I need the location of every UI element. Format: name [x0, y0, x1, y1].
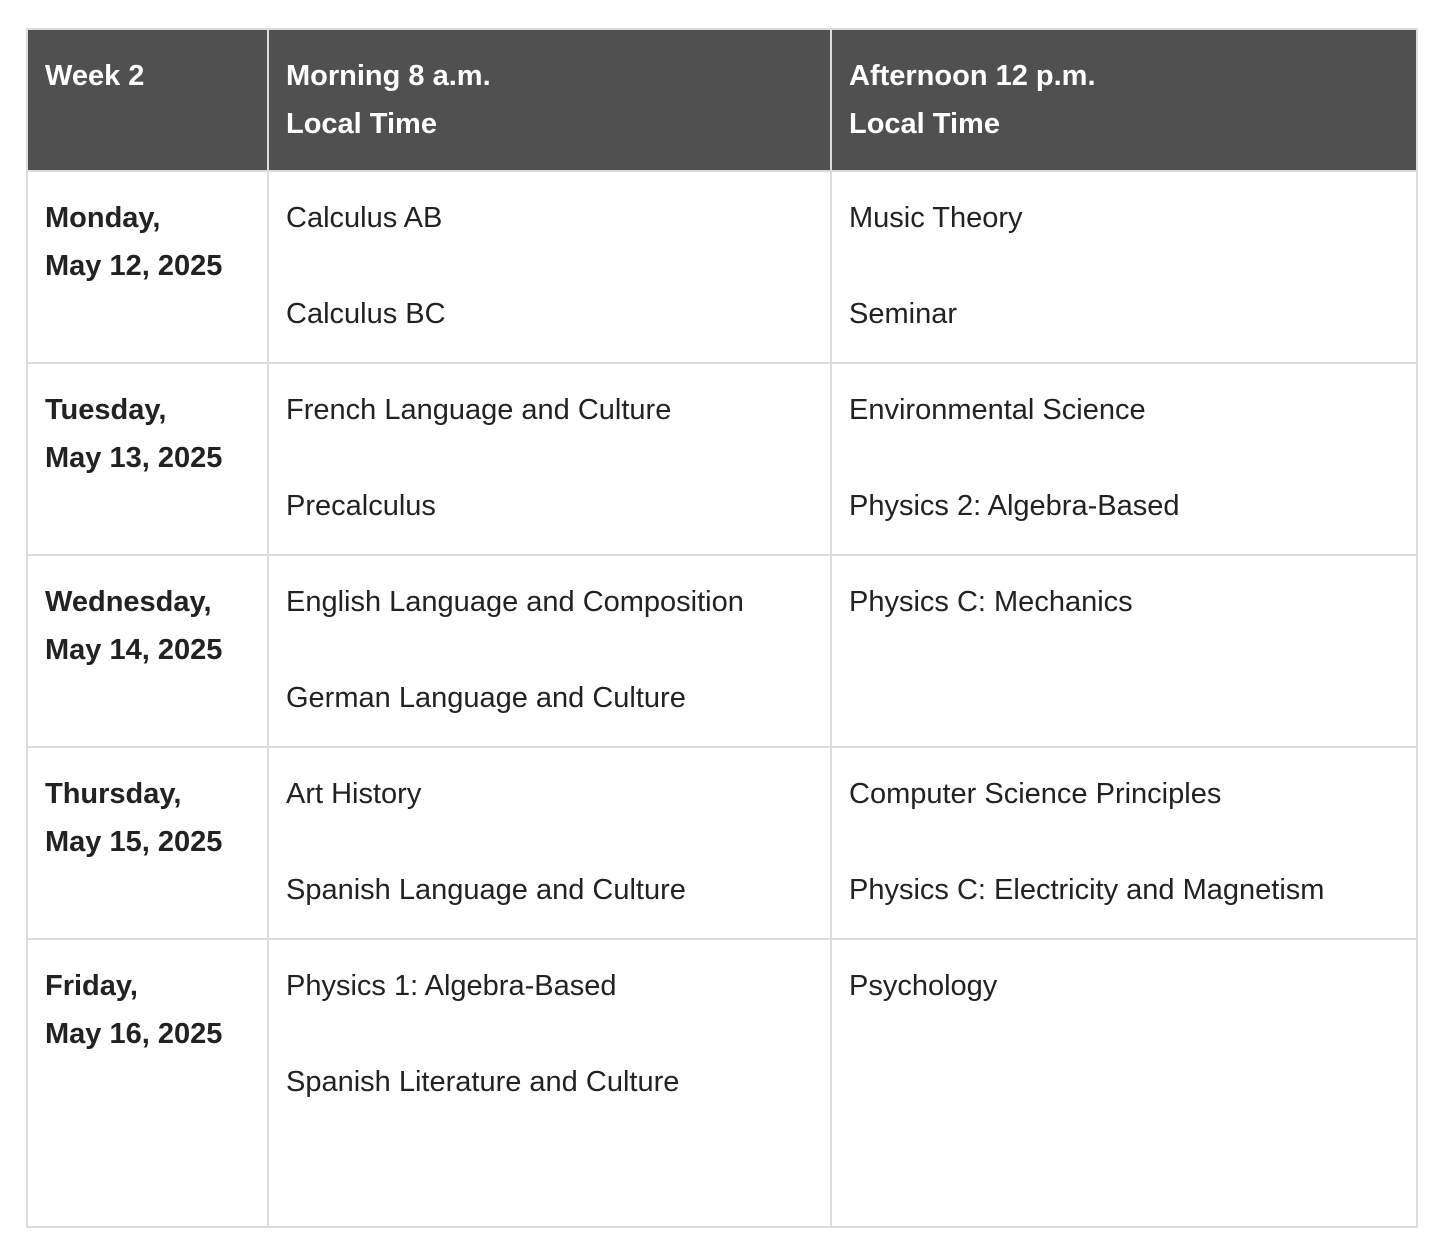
day-date: May 15, 2025	[45, 826, 223, 858]
day-cell	[27, 171, 268, 363]
header-week	[27, 29, 268, 171]
exam-item: Computer Science Principles	[849, 778, 1222, 810]
header-week-label: Week 2	[45, 60, 145, 92]
afternoon-cell	[831, 363, 1417, 555]
exam-item: Environmental Science	[849, 394, 1146, 426]
header-row	[27, 29, 1417, 171]
day-cell	[27, 939, 268, 1227]
exam-item: Physics 1: Algebra-Based	[286, 970, 617, 1002]
day-date: May 13, 2025	[45, 442, 223, 474]
day-name: Thursday,	[45, 778, 182, 810]
day-date: May 12, 2025	[45, 250, 223, 282]
table-row	[27, 171, 1417, 363]
exam-item: Seminar	[849, 298, 957, 330]
day-cell	[27, 363, 268, 555]
exam-item: Art History	[286, 778, 422, 810]
header-morning-zone: Local Time	[286, 108, 437, 140]
exam-item: French Language and Culture	[286, 394, 672, 426]
exam-item: Physics C: Electricity and Magnetism	[849, 874, 1325, 906]
header-afternoon-zone: Local Time	[849, 108, 1000, 140]
exam-item: Psychology	[849, 970, 998, 1002]
afternoon-cell	[831, 555, 1417, 747]
exam-item: German Language and Culture	[286, 682, 686, 714]
header-morning	[268, 29, 831, 171]
table-header	[27, 29, 1417, 171]
day-name: Tuesday,	[45, 394, 167, 426]
exam-item: Calculus BC	[286, 298, 446, 330]
exam-item: Calculus AB	[286, 202, 443, 234]
day-name: Wednesday,	[45, 586, 212, 618]
table-row	[27, 555, 1417, 747]
exam-item: Spanish Language and Culture	[286, 874, 686, 906]
exam-schedule-table	[26, 28, 1418, 1228]
table-body	[27, 171, 1417, 1227]
header-morning-time: Morning 8 a.m.	[286, 60, 491, 92]
day-cell	[27, 555, 268, 747]
day-cell	[27, 747, 268, 939]
morning-cell	[268, 171, 831, 363]
exam-item: Spanish Literature and Culture	[286, 1066, 680, 1098]
exam-item: Physics 2: Algebra-Based	[849, 490, 1180, 522]
morning-cell	[268, 747, 831, 939]
exam-item: English Language and Composition	[286, 586, 744, 618]
table-row	[27, 939, 1417, 1227]
exam-item: Physics C: Mechanics	[849, 586, 1133, 618]
exam-item: Music Theory	[849, 202, 1023, 234]
day-date: May 16, 2025	[45, 1018, 223, 1050]
day-date: May 14, 2025	[45, 634, 223, 666]
afternoon-cell	[831, 171, 1417, 363]
morning-cell	[268, 555, 831, 747]
morning-cell	[268, 939, 831, 1227]
header-afternoon-time: Afternoon 12 p.m.	[849, 60, 1096, 92]
exam-item: Precalculus	[286, 490, 436, 522]
day-name: Monday,	[45, 202, 161, 234]
table-row	[27, 363, 1417, 555]
afternoon-cell	[831, 747, 1417, 939]
morning-cell	[268, 363, 831, 555]
header-afternoon	[831, 29, 1417, 171]
day-name: Friday,	[45, 970, 138, 1002]
afternoon-cell	[831, 939, 1417, 1227]
table-row	[27, 747, 1417, 939]
